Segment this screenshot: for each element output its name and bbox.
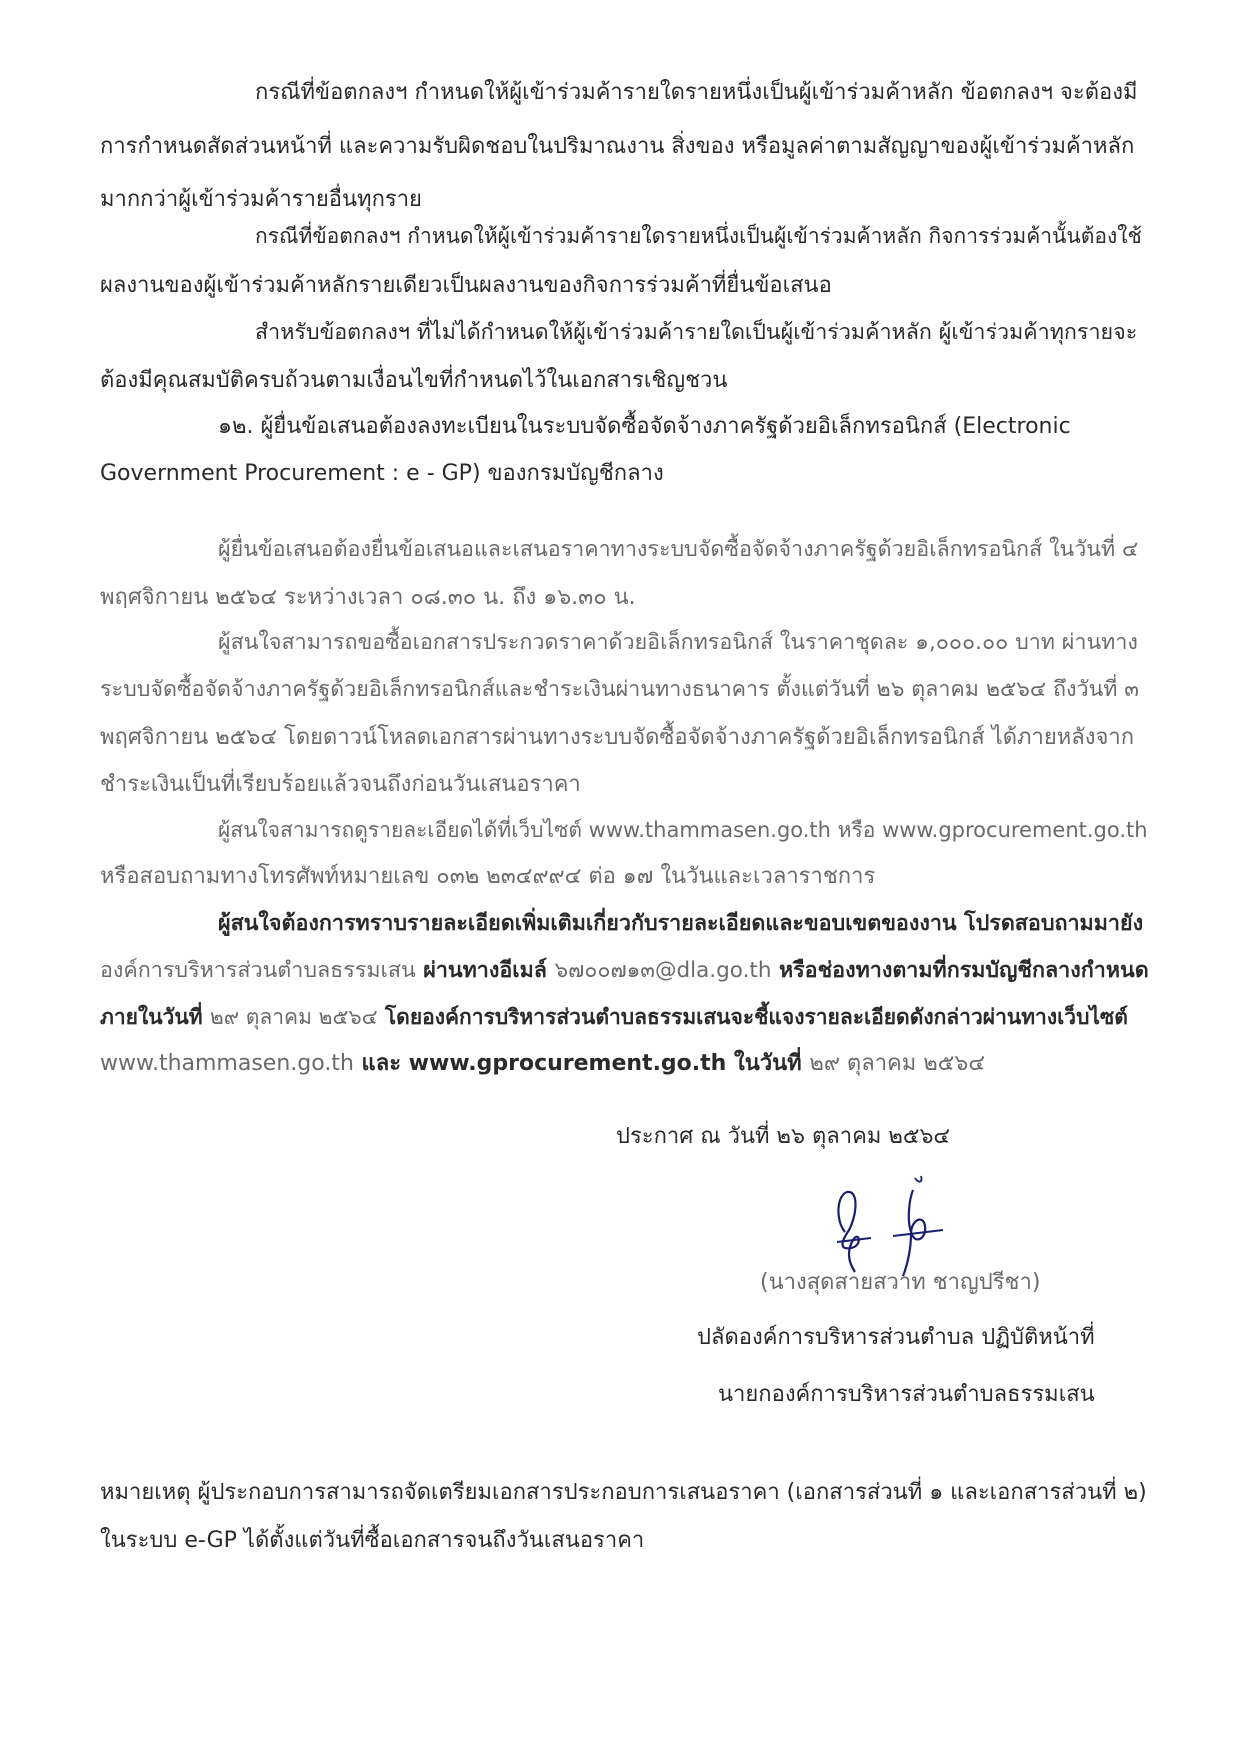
- paragraph-2-line-2: ผลงานของผู้เข้าร่วมค้าหลักรายเดียวเป็นผลงานของกิจการร่วมค้าที่ยื่นข้อเสนอ: [100, 273, 832, 298]
- paragraph-8-line-2: [100, 960, 1149, 982]
- org-name: องค์การบริหารส่วนตำบลธรรมเสน: [100, 958, 416, 983]
- paragraph-8-line-3: [100, 1007, 1128, 1028]
- paragraph-4-line-1: ๑๒. ผู้ยื่นข้อเสนอต้องลงทะเบียนในระบบจัดซื้อจัดจ้างภาครัฐด้วยอิเล็กทรอนิกส์ (Electronic: [218, 414, 1071, 439]
- paragraph-6-line-1: ผู้สนใจสามารถขอซื้อเอกสารประกวดราคาด้วยอิเล็กทรอนิกส์ ในราคาชุดละ ๑,๐๐๐.๐๐ บาท ผ่านทาง: [218, 630, 1138, 655]
- note-line-2: ในระบบ e-GP ได้ตั้งแต่วันที่ซื้อเอกสารจนถึงวันเสนอราคา: [100, 1528, 645, 1553]
- paragraph-6-line-2: ระบบจัดซื้อจัดจ้างภาครัฐด้วยอิเล็กทรอนิกส์และชำระเงินผ่านทางธนาคาร ตั้งแต่วันที่ ๒๖ ตุลาคม ๒๕๖๔ ถึงวันที่ ๓: [100, 677, 1140, 702]
- within-date-label: ภายในวันที่: [100, 1005, 210, 1029]
- clarification-text: โดยองค์การบริหารส่วนตำบลธรรมเสนจะชี้แจงรายละเอียดดังกล่าวผ่านทางเว็บไซต์: [377, 1005, 1128, 1029]
- paragraph-2-line-1: กรณีที่ข้อตกลงฯ กำหนดให้ผู้เข้าร่วมค้ารายใดรายหนึ่งเป็นผู้เข้าร่วมค้าหลัก กิจการร่วมค้านั้นต้องใช้: [255, 224, 1142, 248]
- paragraph-1-line-1: กรณีที่ข้อตกลงฯ กำหนดให้ผู้เข้าร่วมค้ารายใดรายหนึ่งเป็นผู้เข้าร่วมค้าหลัก ข้อตกลงฯ จะต้องมี: [255, 80, 1138, 105]
- paragraph-8-line-4: [100, 1053, 985, 1075]
- paragraph-1-line-3: มากกว่าผู้เข้าร่วมค้ารายอื่นทุกราย: [100, 187, 422, 212]
- paragraph-5-line-2: พฤศจิกายน ๒๕๖๔ ระหว่างเวลา ๐๘.๓๐ น. ถึง ๑๖.๓๐ น.: [100, 585, 636, 610]
- paragraph-3-line-1: สำหรับข้อตกลงฯ ที่ไม่ได้กำหนดให้ผู้เข้าร่วมค้ารายใดเป็นผู้เข้าร่วมค้าหลัก ผู้เข้าร่วมค้าทุกรายจะ: [255, 320, 1138, 345]
- paragraph-5-line-1: ผู้ยื่นข้อเสนอต้องยื่นข้อเสนอและเสนอราคาทางระบบจัดซื้อจัดจ้างภาครัฐด้วยอิเล็กทรอนิกส์ ในวันที่ ๔: [218, 537, 1139, 562]
- signature: [815, 1170, 975, 1280]
- deadline-date: ๒๙ ตุลาคม ๒๕๖๔: [209, 1005, 378, 1029]
- announce-date: ๒๙ ตุลาคม ๒๕๖๔: [809, 1051, 986, 1076]
- and-website-text: และ www.gprocurement.go.th ในวันที่: [353, 1051, 810, 1076]
- channel-text: หรือช่องทางตามที่กรมบัญชีกลางกำหนด: [771, 958, 1149, 983]
- paragraph-7-line-2: หรือสอบถามทางโทรศัพท์หมายเลข ๐๓๒ ๒๓๔๙๙๔ ต่อ ๑๗ ในวันและเวลาราชการ: [100, 864, 876, 889]
- signer-position-2: นายกองค์การบริหารส่วนตำบลธรรมเสน: [718, 1382, 1095, 1407]
- website-link: www.thammasen.go.th: [100, 1051, 354, 1076]
- announcement-date: ประกาศ ณ วันที่ ๒๖ ตุลาคม ๒๕๖๔: [616, 1124, 951, 1149]
- email-address: ๖๗๐๐๗๑๓@dla.go.th: [554, 958, 772, 983]
- paragraph-6-line-3: พฤศจิกายน ๒๕๖๔ โดยดาวน์โหลดเอกสารผ่านทางระบบจัดซื้อจัดจ้างภาครัฐด้วยอิเล็กทรอนิกส์ ได้ภายหลังจาก: [100, 725, 1135, 750]
- signer-name: (นางสุดสายสวาท ชาญปรีชา): [760, 1270, 1041, 1295]
- via-email-label: ผ่านทางอีเมล์: [415, 958, 555, 983]
- signature-image: [815, 1170, 975, 1280]
- paragraph-4-line-2: Government Procurement : e - GP) ของกรมบัญชีกลาง: [100, 461, 664, 486]
- paragraph-1-line-2: การกำหนดสัดส่วนหน้าที่ และความรับผิดชอบในปริมาณงาน สิ่งของ หรือมูลค่าตามสัญญาของผู้เข้าร่วมค้าหลัก: [100, 134, 1135, 159]
- paragraph-8-line-1: ผู้สนใจต้องการทราบรายละเอียดเพิ่มเติมเกี่ยวกับรายละเอียดและขอบเขตของงาน โปรดสอบถามมายัง: [218, 911, 1144, 936]
- paragraph-3-line-2: ต้องมีคุณสมบัติครบถ้วนตามเงื่อนไขที่กำหนดไว้ในเอกสารเชิญชวน: [100, 368, 728, 393]
- paragraph-6-line-4: ชำระเงินเป็นที่เรียบร้อยแล้วจนถึงก่อนวันเสนอราคา: [100, 772, 581, 797]
- paragraph-7-line-1: ผู้สนใจสามารถดูรายละเอียดได้ที่เว็บไซต์ www.thammasen.go.th หรือ www.gprocurement.go.th: [218, 818, 1148, 842]
- signer-position-1: ปลัดองค์การบริหารส่วนตำบล ปฏิบัติหน้าที่: [697, 1325, 1095, 1350]
- note-line-1: หมายเหตุ ผู้ประกอบการสามารถจัดเตรียมเอกสารประกอบการเสนอราคา (เอกสารส่วนที่ ๑ และเอกสารส่วนที่ ๒): [100, 1480, 1147, 1505]
